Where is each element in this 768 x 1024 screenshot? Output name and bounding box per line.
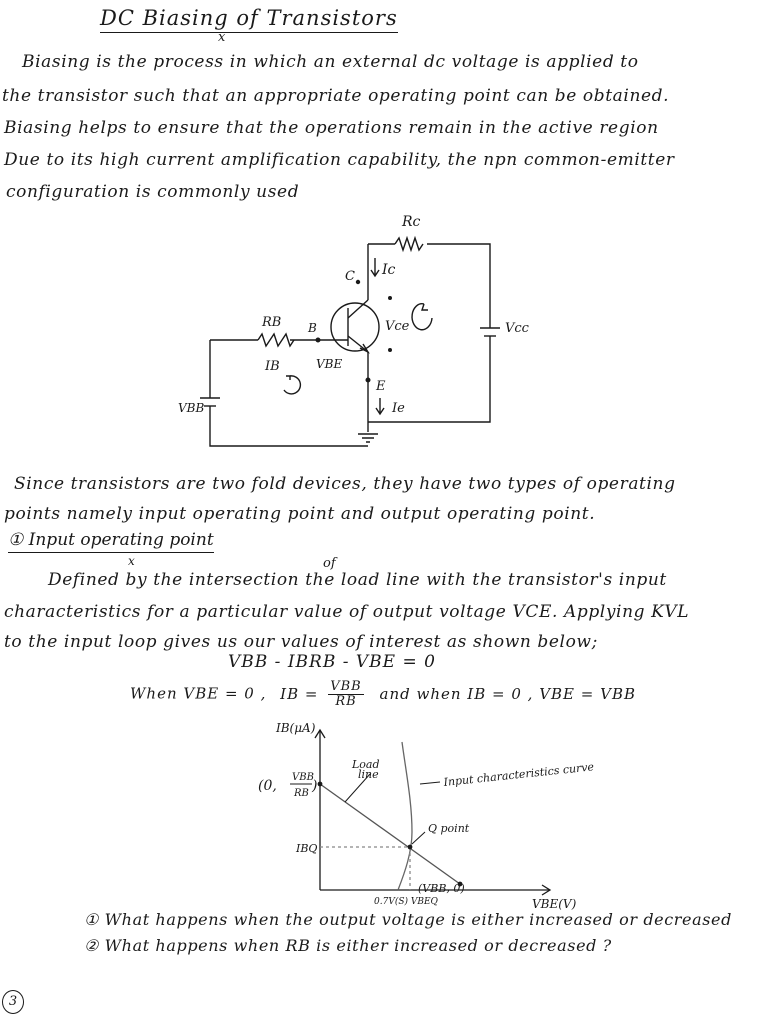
y-intercept-suffix: ) [312, 778, 318, 794]
graph-y-axis-label: IB(μA) [276, 721, 316, 735]
load-line-label-1: Load [352, 758, 380, 771]
circuit-label-rb: RB [262, 315, 282, 330]
paragraph2-line-1: Since transistors are two fold devices, they have two types of operating [14, 474, 676, 494]
input-characteristics-graph [0, 712, 768, 912]
heading-insert-mark: x [128, 554, 135, 568]
q-point-marker [408, 845, 413, 850]
circuit-label-c: C [345, 269, 355, 284]
circuit-label-vbb: VBB [178, 401, 205, 415]
page-number: 3 [2, 990, 24, 1014]
paragraph1-line-5: configuration is commonly used [6, 182, 300, 202]
inserted-word-of: of [323, 556, 336, 571]
circuit-label-ib: IB [265, 359, 280, 374]
condition-ib-label: IB = [280, 684, 319, 703]
x-intercept-label: (VBB, 0) [418, 882, 465, 895]
intercept-conditions [130, 680, 636, 709]
input-curve-label: Input characteristics curve [442, 760, 595, 789]
y-intercept-denominator: RB [294, 788, 309, 799]
circuit-label-vce: Vce [385, 319, 410, 334]
paragraph3-line-1: Defined by the intersection the load line with the transistor's input [48, 570, 667, 590]
section-heading-input-operating-point [8, 530, 214, 550]
paragraph3-line-2: characteristics for a particular value of output voltage VCE. Applying KVL [4, 602, 690, 622]
ib-fraction [328, 680, 364, 709]
section-heading-text: ① Input operating point [8, 530, 214, 553]
paragraph1-line-2: the transistor such that an appropriate operating point can be obtained. [2, 86, 670, 106]
paragraph3-line-3: to the input loop gives us our values of interest as shown below; [4, 632, 598, 652]
circuit-label-e: E [376, 379, 386, 394]
condition-when-ib-zero: and when IB = 0 , VBE = VBB [379, 684, 636, 703]
kvl-equation: VBB - IBRB - VBE = 0 [228, 652, 436, 672]
ce-bias-circuit-diagram [0, 200, 768, 470]
circuit-label-ic: Ic [382, 262, 396, 278]
paragraph1-line-3: Biasing helps to ensure that the operations remain in the active region [4, 118, 659, 138]
question-2: ② What happens when RB is either increased or decreased ? [84, 936, 612, 955]
paragraph2-line-2: points namely input operating point and output operating point. [4, 504, 596, 524]
condition-when-vbe-zero: When VBE = 0 , [130, 684, 267, 703]
circuit-label-vcc: Vcc [505, 321, 529, 336]
question-1: ① What happens when the output voltage is either increased or decreased [84, 910, 732, 929]
graph-x-axis-label: VBE(V) [532, 897, 577, 911]
paragraph1-line-1: Biasing is the process in which an external dc voltage is applied to [22, 52, 639, 72]
circuit-label-rc: Rc [402, 214, 421, 230]
fraction-numerator: VBB [330, 679, 362, 694]
vbeq-label: 0.7V(S) VBEQ [374, 897, 438, 907]
y-intercept-point [318, 782, 323, 787]
circuit-label-vbe: VBE [316, 357, 343, 371]
circuit-label-b: B [308, 321, 317, 335]
circuit-label-ie: Ie [392, 401, 405, 416]
paragraph1-line-4: Due to its high current amplification capability, the npn common-emitter [4, 150, 675, 170]
q-point-label: Q point [428, 822, 470, 835]
ibq-label: IBQ [296, 842, 318, 855]
title-insert-mark: x [218, 30, 226, 45]
y-intercept-numerator: VBB [292, 772, 314, 783]
y-intercept-prefix: (0, [258, 778, 277, 794]
load-line-label-2: line [358, 768, 379, 781]
fraction-denominator: RB [335, 694, 357, 709]
page-title: DC Biasing of Transistors [100, 6, 398, 33]
